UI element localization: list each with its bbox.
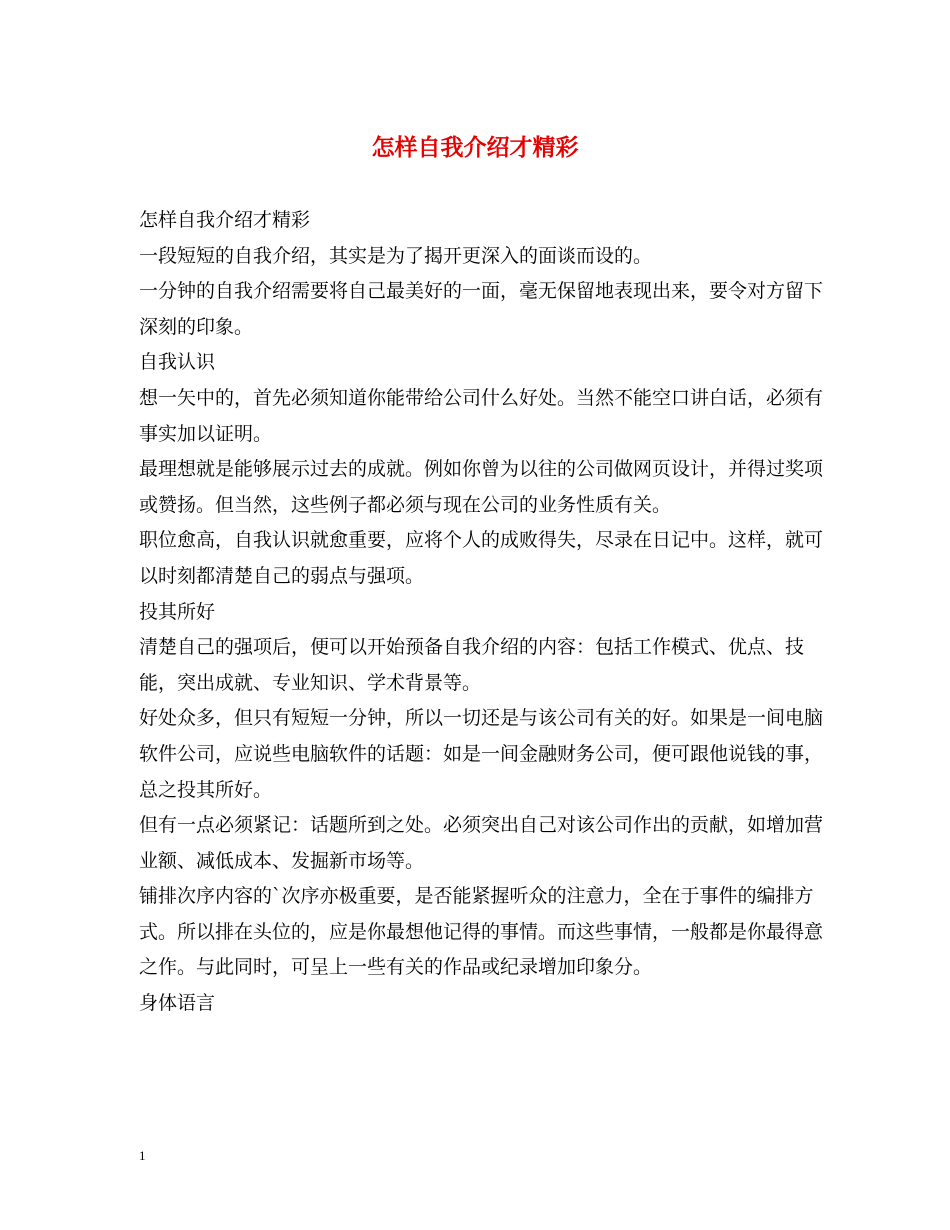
paragraph: 想一矢中的，首先必须知道你能带给公司什么好处。当然不能空口讲白话，必须有事实加以证明。 — [139, 386, 824, 445]
paragraph: 清楚自己的强项后，便可以开始预备自我介绍的内容：包括工作模式、优点、技能，突出成就、专业知识、学术背景等。 — [139, 636, 805, 694]
paragraph: 最理想就是能够展示过去的成就。例如你曾为以往的公司做网页设计，并得过奖项或赞扬。但当然，这些例子都必须与现在公司的业务性质有关。 — [139, 458, 824, 516]
section-heading-body-language: 身体语言 — [139, 992, 216, 1015]
paragraph: 职位愈高，自我认识就愈重要，应将个人的成败得失，尽录在日记中。这样，就可以时刻都清楚自己的弱点与强项。 — [139, 529, 824, 587]
paragraph: 铺排次序内容的`次序亦极重要，是否能紧握听众的注意力，全在于事件的编排方式。所以排在头位的，应是你最想他记得的事情。而这些事情，一般都是你最得意之作。与此同时，可呈上一些有关的作品或纪录增加印象分。 — [139, 885, 824, 979]
paragraph-heading-repeat: 怎样自我介绍才精彩 — [139, 209, 311, 231]
section-heading-self-knowledge: 自我认识 — [139, 351, 216, 374]
section-heading-cater: 投其所好 — [139, 600, 216, 623]
document-title: 怎样自我介绍才精彩 — [371, 134, 579, 161]
paragraph: 一段短短的自我介绍，其实是为了揭开更深入的面谈而设的。 — [139, 244, 653, 267]
paragraph: 但有一点必须紧记：话题所到之处。必须突出自己对该公司作出的贡献，如增加营业额、减低成本、发掘新市场等。 — [139, 814, 824, 872]
page-number: 1 — [139, 1148, 146, 1163]
paragraph: 好处众多，但只有短短一分钟，所以一切还是与该公司有关的好。如果是一间电脑软件公司，应说些电脑软件的话题：如是一间金融财务公司，便可跟他说钱的事，总之投其所好。 — [139, 707, 824, 801]
paragraph: 一分钟的自我介绍需要将自己最美好的一面，毫无保留地表现出来，要令对方留下深刻的印象。 — [139, 280, 824, 338]
document-body — [139, 203, 829, 1022]
